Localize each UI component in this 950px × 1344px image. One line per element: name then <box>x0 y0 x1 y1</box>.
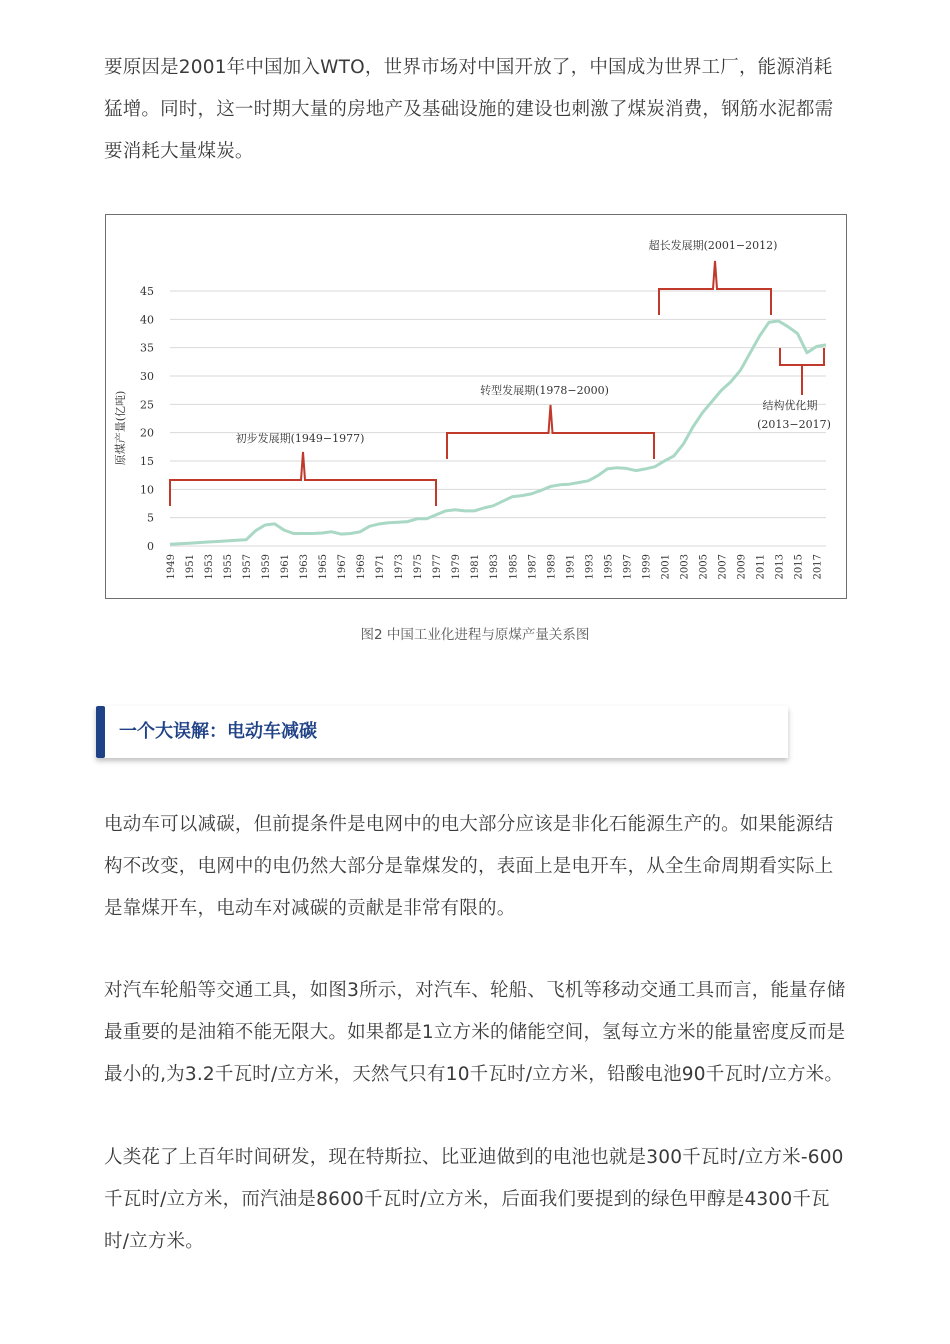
x-tick-label: 1991 <box>565 554 577 580</box>
x-tick-label: 1971 <box>375 554 387 580</box>
x-tick-label: 1969 <box>356 554 368 580</box>
x-tick-label: 2001 <box>660 554 672 580</box>
x-tick-label: 1987 <box>527 554 539 580</box>
section-title: 一个大误解：电动车减碳 <box>119 721 317 742</box>
y-tick-label: 25 <box>140 398 154 412</box>
x-tick-label: 2007 <box>717 554 729 580</box>
figure-caption: 图2 中国工业化进程与原煤产量关系图 <box>360 627 590 643</box>
x-tick-label: 2013 <box>774 554 786 580</box>
x-tick-label: 2015 <box>793 554 805 580</box>
x-tick-label: 1985 <box>508 554 520 580</box>
x-tick-label: 1999 <box>641 554 653 580</box>
paragraph-battery: 人类花了上百年时间研发，现在特斯拉、比亚迪做到的电池也就是300千瓦时/立方米-600千瓦时/立方米，而汽油是8600千瓦时/立方米，后面我们要提到的绿色甲醇是4300千瓦时/立方米。 <box>104 1147 844 1252</box>
chart-svg <box>106 215 848 600</box>
y-tick-labels <box>140 285 154 553</box>
bracket-transition <box>447 405 654 459</box>
y-tick-label: 5 <box>147 511 154 525</box>
x-tick-label: 2005 <box>698 554 710 580</box>
y-tick-label: 20 <box>140 426 154 440</box>
figure-coal-production-chart <box>105 214 847 599</box>
bracket-initial <box>170 452 436 506</box>
y-axis-label: 原煤产量(亿吨) <box>114 390 127 466</box>
paragraph-ev: 电动车可以减碳，但前提条件是电网中的电大部分应该是非化石能源生产的。如果能源结构不改变，电网中的电仍然大部分是靠煤发的，表面上是电开车，从全生命周期看实际上是靠煤开车，电动车对减碳的贡献是非常有限的。 <box>104 814 834 919</box>
x-tick-label: 1953 <box>204 554 216 580</box>
annotation-structural-years: (2013−2017) <box>757 418 831 431</box>
annotation-structural: 结构优化期 <box>762 399 818 412</box>
x-tick-label: 1963 <box>299 554 311 580</box>
x-tick-label: 1951 <box>185 554 197 580</box>
section-header <box>96 706 788 758</box>
annotation-layer <box>170 238 831 506</box>
x-tick-label: 1949 <box>166 554 177 580</box>
x-tick-labels <box>166 554 823 579</box>
x-tick-label: 2009 <box>736 554 748 580</box>
x-tick-label: 1957 <box>242 554 254 580</box>
x-tick-label: 1961 <box>280 554 292 580</box>
paragraph-intro: 要原因是2001年中国加入WTO，世界市场对中国开放了，中国成为世界工厂，能源消耗猛增。同时，这一时期大量的房地产及基础设施的建设也刺激了煤炭消费，钢筋水泥都需要消耗大量煤炭。 <box>104 57 834 162</box>
x-tick-label: 1973 <box>394 554 406 580</box>
y-tick-label: 15 <box>140 455 154 468</box>
x-tick-label: 1955 <box>223 554 235 580</box>
x-tick-label: 1989 <box>546 554 558 580</box>
x-tick-label: 1977 <box>432 554 444 580</box>
x-tick-label: 1965 <box>318 554 330 580</box>
paragraph-storage: 对汽车轮船等交通工具，如图3所示，对汽车、轮船、飞机等移动交通工具而言，能量存储最重要的是油箱不能无限大。如果都是1立方米的储能空间，氢每立方米的能量密度反而是最小的,为3.2千瓦时/立方米，天然气只有10千瓦时/立方米，铅酸电池90千瓦时/立方米。 <box>104 980 846 1085</box>
x-tick-label: 1983 <box>489 554 501 580</box>
x-tick-label: 1959 <box>261 554 273 580</box>
x-tick-label: 1981 <box>470 554 482 580</box>
x-tick-label: 1993 <box>584 554 596 580</box>
x-tick-label: 1979 <box>451 554 463 580</box>
x-tick-label: 2003 <box>679 554 691 580</box>
x-tick-label: 2017 <box>812 554 824 580</box>
y-tick-label: 35 <box>140 341 154 355</box>
bracket-structural <box>780 348 824 365</box>
section-accent-bar <box>96 706 105 758</box>
y-tick-label: 45 <box>140 285 154 298</box>
y-tick-label: 30 <box>140 370 154 383</box>
annotation-transition: 转型发展期(1978−2000) <box>480 384 609 397</box>
y-tick-label: 40 <box>140 313 154 327</box>
annotation-initial: 初步发展期(1949−1977) <box>235 432 365 445</box>
y-tick-label: 10 <box>140 483 154 497</box>
x-tick-label: 1995 <box>603 554 615 580</box>
chart-grid <box>170 291 826 546</box>
x-tick-label: 1997 <box>622 554 634 580</box>
bracket-rapid <box>659 261 771 315</box>
x-tick-label: 2011 <box>755 554 767 580</box>
y-tick-label: 0 <box>147 540 154 553</box>
x-tick-label: 1967 <box>337 554 349 580</box>
x-tick-label: 1975 <box>413 554 425 580</box>
annotation-rapid: 超长发展期(2001−2012) <box>648 239 778 252</box>
